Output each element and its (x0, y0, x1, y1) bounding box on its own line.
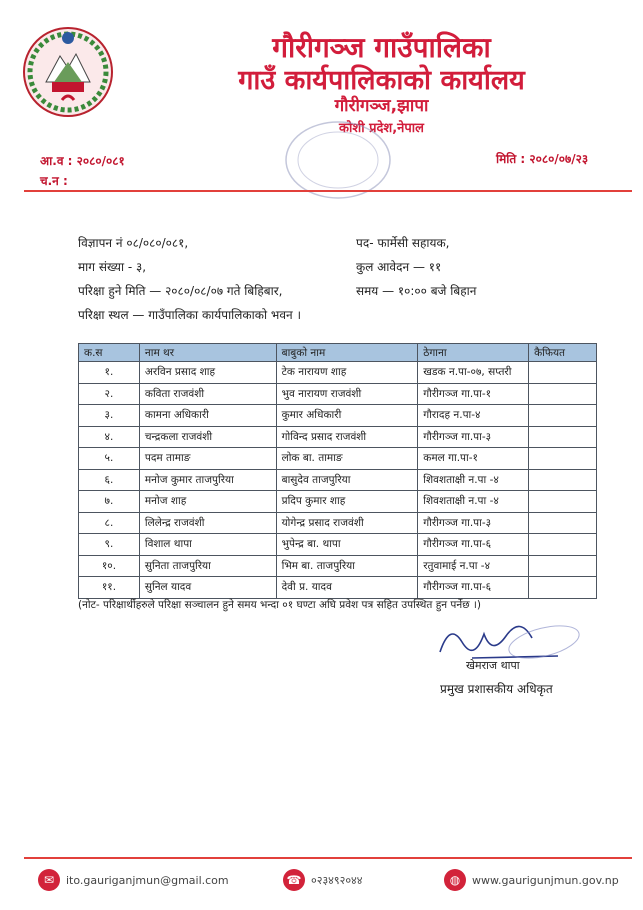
cell-name: सुनिता ताजपुरिया (139, 555, 276, 577)
table-row (79, 383, 597, 405)
cell-address: गौरीगञ्ज गा.पा-६ (418, 534, 529, 556)
exam-note: (नोट- परिक्षार्थीहरुले परिक्षा सञ्चालन हुने समय भन्दा ०१ घण्टा अघि प्रवेश पत्र सहित उपस्थित हुन पर्नेछ ।) (78, 599, 481, 611)
globe-icon: ◍ (444, 869, 466, 891)
cell-serial: २. (79, 383, 140, 405)
cell-address: रतुवामाई न.पा -४ (418, 555, 529, 577)
cell-address: खडक न.पा-०७, सप्तरी (418, 362, 529, 384)
cell-serial: ७. (79, 491, 140, 513)
table-row (79, 555, 597, 577)
cell-name: अरविन प्रसाद शाह (139, 362, 276, 384)
exam-time: समय — १०:०० बजे बिहान (356, 284, 477, 298)
cell-name: पदम तामाङ (139, 448, 276, 470)
exam-venue: परिक्षा स्थल — गाउँपालिका कार्यपालिकाको भवन । (78, 308, 302, 322)
cell-remarks (529, 469, 597, 491)
fiscal-year: आ.व : २०८०/०८१ (40, 154, 125, 168)
cell-serial: १०. (79, 555, 140, 577)
cell-remarks (529, 555, 597, 577)
office-location: गौरीगञ्ज,झापा (334, 96, 429, 116)
cell-remarks (529, 512, 597, 534)
cell-name: मनोज कुमार ताजपुरिया (139, 469, 276, 491)
cell-serial: १. (79, 362, 140, 384)
cell-serial: ४. (79, 426, 140, 448)
advertisement-number: विज्ञापन नं ०८/०८०/०८१, (78, 236, 189, 250)
total-applications: कुल आवेदन — ११ (356, 260, 442, 274)
post-name: पद- फार्मेसी सहायक, (356, 236, 450, 250)
footer-website[interactable] (444, 866, 619, 894)
cell-father-name: योगेन्द्र प्रसाद राजवंशी (276, 512, 418, 534)
signer-title: प्रमुख प्रशासकीय अधिकृत (440, 682, 553, 696)
phone-icon: ☎ (283, 869, 305, 891)
cell-remarks (529, 577, 597, 599)
office-subtitle: गाउँ कार्यपालिकाको कार्यालय (238, 65, 525, 96)
cell-serial: ९. (79, 534, 140, 556)
header-divider (24, 190, 632, 192)
cell-father-name: टेक नारायण शाह (276, 362, 418, 384)
cell-remarks (529, 491, 597, 513)
cell-serial: ११. (79, 577, 140, 599)
cell-remarks (529, 448, 597, 470)
candidate-table (78, 343, 597, 599)
table-row (79, 405, 597, 427)
email-text: ito.gauriganjmun@gmail.com (66, 873, 229, 887)
cell-name: लिलेन्द्र राजवंशी (139, 512, 276, 534)
table-header-row (79, 344, 597, 362)
cell-name: कविता राजवंशी (139, 383, 276, 405)
cell-father-name: बासुदेव ताजपुरिया (276, 469, 418, 491)
footer-phone[interactable] (283, 866, 362, 894)
cell-name: चन्द्रकला राजवंशी (139, 426, 276, 448)
cell-serial: ५. (79, 448, 140, 470)
letter-date: मिति : २०८०/०७/२३ (496, 152, 589, 166)
cell-remarks (529, 362, 597, 384)
office-province: कोशी प्रदेश,नेपाल (339, 121, 424, 136)
cell-father-name: प्रदिप कुमार शाह (276, 491, 418, 513)
cell-address: गौरीगञ्ज गा.पा-१ (418, 383, 529, 405)
table-row (79, 534, 597, 556)
cell-serial: ८. (79, 512, 140, 534)
cell-father-name: लोक बा. तामाङ (276, 448, 418, 470)
cell-father-name: कुमार अधिकारी (276, 405, 418, 427)
cell-address: कमल गा.पा-१ (418, 448, 529, 470)
table-row (79, 512, 597, 534)
cell-father-name: गोविन्द प्रसाद राजवंशी (276, 426, 418, 448)
exam-date: परिक्षा हुने मिति — २०८०/०८/०७ गते बिहिबार, (78, 284, 283, 298)
table-row (79, 491, 597, 513)
cell-address: शिवशताक्षी न.पा -४ (418, 469, 529, 491)
table-row (79, 362, 597, 384)
dispatch-number: च.न : (40, 174, 68, 188)
cell-serial: ६. (79, 469, 140, 491)
cell-remarks (529, 405, 597, 427)
website-text: www.gaurigunjmun.gov.np (472, 873, 619, 887)
col-name: नाम थर (139, 344, 276, 362)
cell-address: गौरादह न.पा-४ (418, 405, 529, 427)
cell-address: गौरीगञ्ज गा.पा-६ (418, 577, 529, 599)
cell-remarks (529, 534, 597, 556)
cell-father-name: भिम बा. ताजपुरिया (276, 555, 418, 577)
cell-father-name: देवी प्र. यादव (276, 577, 418, 599)
cell-serial: ३. (79, 405, 140, 427)
phone-text: ०२३४९२०४४ (311, 873, 363, 887)
footer-divider (24, 857, 632, 859)
cell-father-name: भुव नारायण राजवंशी (276, 383, 418, 405)
table-row (79, 448, 597, 470)
demand-count: माग संख्या - ३, (78, 260, 147, 274)
cell-father-name: भुपेन्द्र बा. थापा (276, 534, 418, 556)
cell-name: विशाल थापा (139, 534, 276, 556)
col-address: ठेगाना (418, 344, 529, 362)
col-serial: क.स (79, 344, 140, 362)
cell-address: गौरीगञ्ज गा.पा-३ (418, 512, 529, 534)
cell-name: मनोज शाह (139, 491, 276, 513)
cell-remarks (529, 426, 597, 448)
cell-name: कामना अधिकारी (139, 405, 276, 427)
table-row (79, 426, 597, 448)
footer-email[interactable] (38, 866, 229, 894)
cell-address: शिवशताक्षी न.पा -४ (418, 491, 529, 513)
table-row (79, 469, 597, 491)
cell-name: सुनिल यादव (139, 577, 276, 599)
cell-remarks (529, 383, 597, 405)
signer-name: खेमराज थापा (466, 659, 520, 672)
mail-icon: ✉ (38, 869, 60, 891)
office-title: गौरीगञ्ज गाउँपालिका (272, 31, 491, 64)
col-father-name: बाबुको नाम (276, 344, 418, 362)
cell-address: गौरीगञ्ज गा.पा-३ (418, 426, 529, 448)
col-remarks: कैफियत (529, 344, 597, 362)
table-row (79, 577, 597, 599)
